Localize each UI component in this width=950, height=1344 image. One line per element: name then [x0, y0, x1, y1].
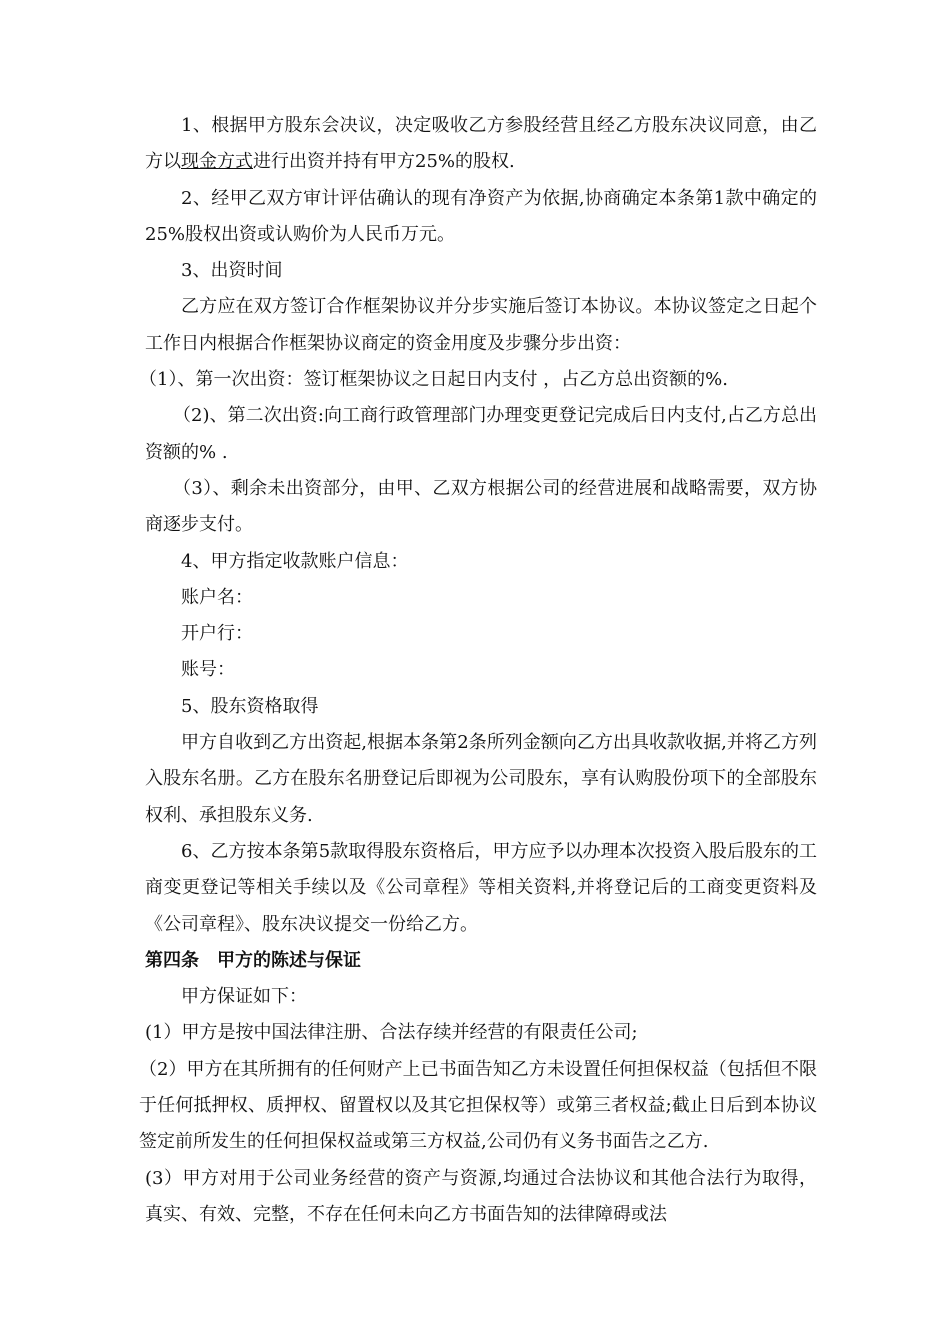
paragraph-contribution-time-title: 3、出资时间 [181, 260, 283, 282]
underlined-term: 现金方式 [181, 151, 253, 173]
field-account-number: 账号： [181, 659, 235, 681]
paragraph-registration-change: 6、乙方按本条第5款取得股东资格后，甲方应予以办理本次投资入股后股东的工商变更登记等相关手续以及《公司章程》等相关资料,并将登记后的工商变更资料及《公司章程》、股东决议提交一份给乙方。 [145, 840, 817, 935]
paragraph-first-payment: （1）、第一次出资：签订框架协议之日起日内支付 ，占乙方总出资额的%. [139, 369, 728, 391]
document-body [139, 108, 817, 1233]
paragraph-text: 1、根据甲方股东会决议，决定吸收乙方参股经营且经乙方股东决议同意，由乙方以 [145, 115, 817, 173]
paragraph-warranty-1: (1）甲方是按中国法律注册、合法存续并经营的有限责任公司; [145, 1022, 638, 1044]
section-heading: 第四条 甲方的陈述与保证 [145, 949, 361, 971]
paragraph-text: 进行出资并持有甲方25%的股权. [253, 151, 515, 173]
paragraph-shareholder-status-title: 5、股东资格取得 [181, 695, 319, 717]
paragraph-second-payment: （2)、第二次出资:向工商行政管理部门办理变更登记完成后日内支付,占乙方总出资额的% . [145, 405, 817, 463]
paragraph-warranty-2: （2）甲方在其所拥有的任何财产上已书面告知乙方未设置任何担保权益（包括但不限于任何抵押权、质押权、留置权以及其它担保权等）或第三者权益;截止日后到本协议签定前所发生的任何担保权益或第三方权益,公司仍有义务书面告之乙方. [139, 1058, 817, 1153]
paragraph-shareholder-registration: 甲方自收到乙方出资起,根据本条第2条所列金额向乙方出具收款收据,并将乙方列入股东名册。乙方在股东名册登记后即视为公司股东，享有认购股份项下的全部股东权利、承担股东义务. [145, 732, 817, 826]
paragraph-capital-contribution [145, 108, 817, 181]
paragraph-warranty-intro: 甲方保证如下： [181, 986, 307, 1008]
paragraph-warranty-3: (3）甲方对用于公司业务经营的资产与资源,均通过合法协议和其他合法行为取得，真实、有效、完整，不存在任何未向乙方书面告知的法律障碍或法 [145, 1167, 817, 1225]
paragraph-valuation: 2、经甲乙双方审计评估确认的现有净资产为依据,协商确定本条第1款中确定的25%股权出资或认购价为人民币万元。 [145, 187, 817, 245]
field-bank-name: 开户行： [181, 623, 253, 645]
field-account-name: 账户名： [181, 586, 253, 608]
paragraph-remaining-payment: （3）、剩余未出资部分，由甲、乙双方根据公司的经营进展和战略需要，双方协商逐步支付。 [145, 477, 817, 536]
paragraph-contribution-schedule: 乙方应在双方签订合作框架协议并分步实施后签订本协议。本协议签定之日起个工作日内根据合作框架协议商定的资金用度及步骤分步出资： [145, 296, 817, 354]
paragraph-account-info-title: 4、甲方指定收款账户信息： [181, 550, 409, 572]
